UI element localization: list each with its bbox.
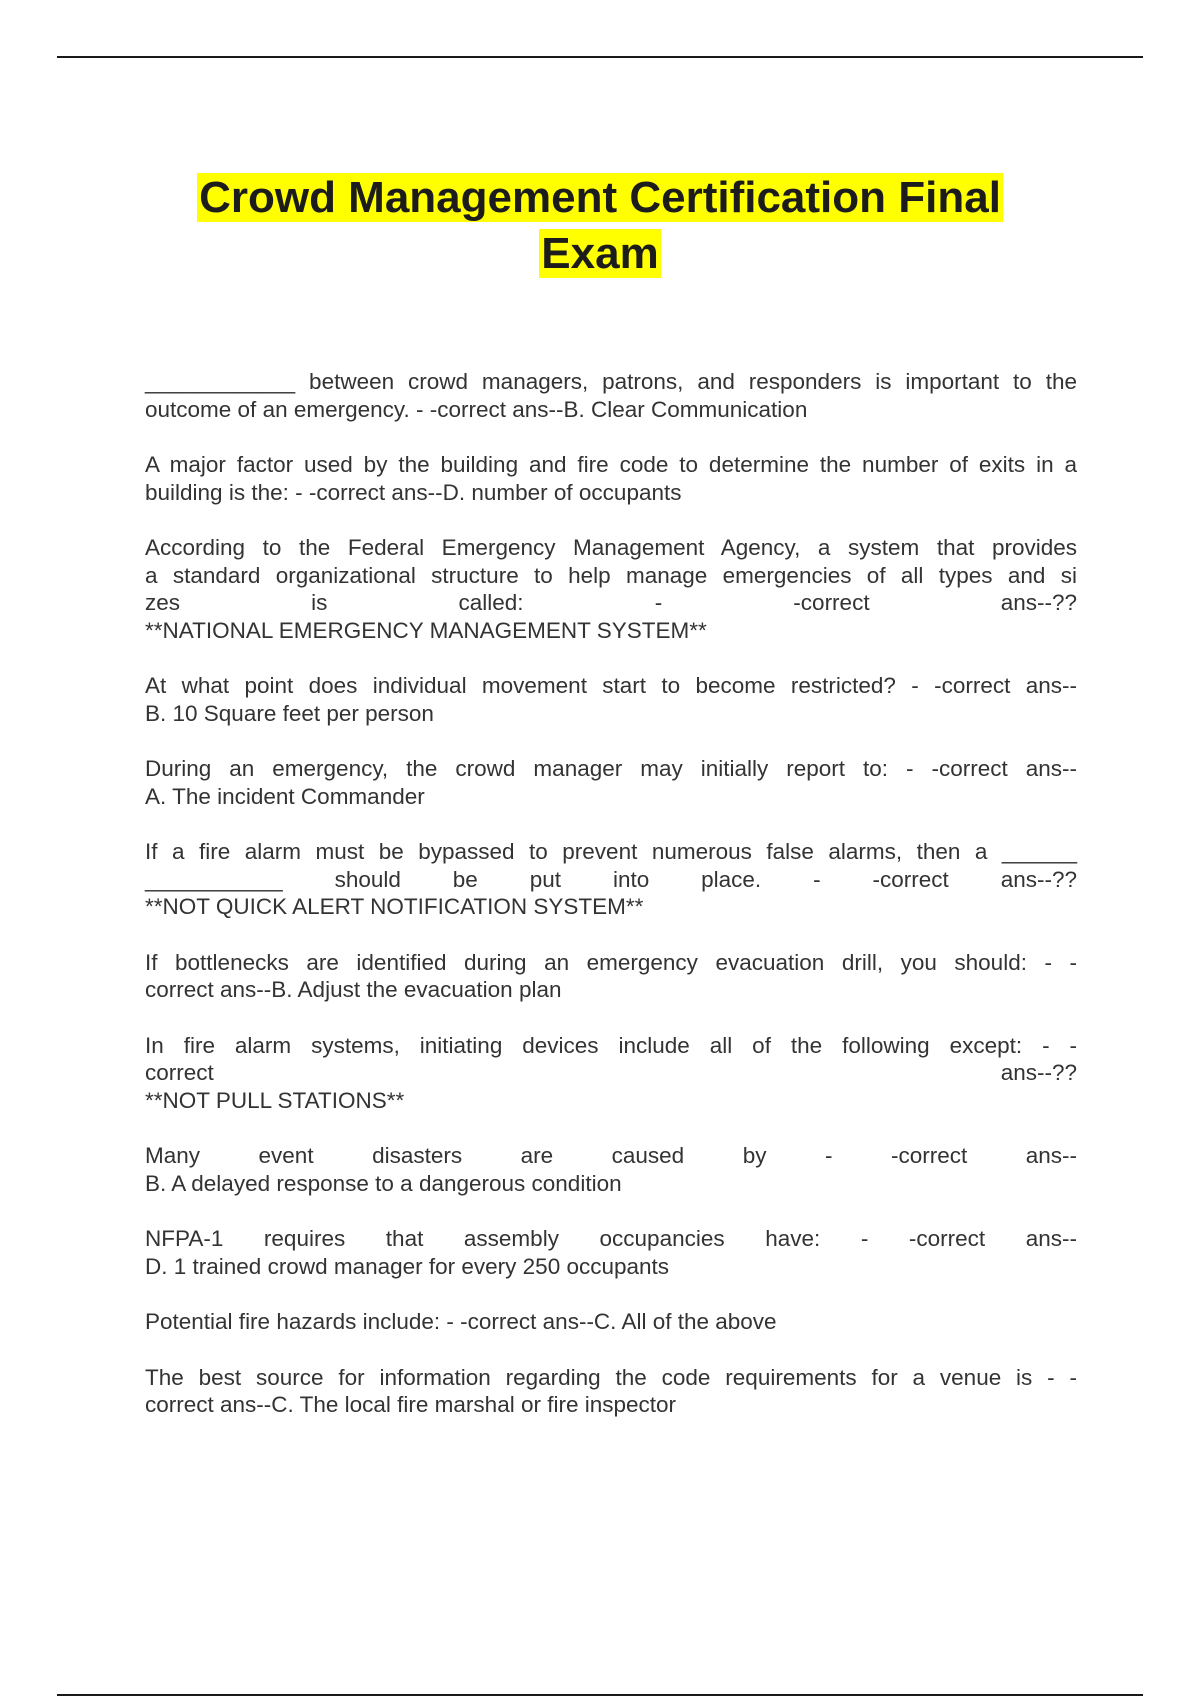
qa-line: The best source for information regarding the code requirements for a venue is - - <box>145 1364 1077 1390</box>
title-line-1: Crowd Management Certification Final <box>199 173 1001 222</box>
qa-line: Many event disasters are caused by - -correct ans-- <box>145 1143 1077 1168</box>
qa-line: If bottlenecks are identified during an emergency evacuation drill, you should: - - <box>145 949 1077 975</box>
qa-line: In fire alarm systems, initiating devices include all of the following except: - - <box>145 1032 1077 1058</box>
qa-line: B. 10 Square feet per person <box>145 700 434 726</box>
qa-item <box>145 1308 1077 1336</box>
header-rule <box>57 56 1143 58</box>
title-line-2: Exam <box>541 229 659 278</box>
footer-rule <box>57 1694 1143 1696</box>
qa-item <box>145 755 1077 810</box>
qa-item <box>145 1364 1077 1419</box>
qa-line: ___________ should be put into place. - -correct ans--?? <box>145 866 1077 892</box>
qa-line: During an emergency, the crowd manager may initially report to: - -correct ans-- <box>145 756 1077 781</box>
qa-line: **NOT PULL STATIONS** <box>145 1087 405 1113</box>
qa-line: According to the Federal Emergency Management Agency, a system that provides <box>145 535 1077 560</box>
qa-line: correct ans--C. The local fire marshal or fire inspector <box>145 1392 677 1417</box>
qa-line: At what point does individual movement start to become restricted? - -correct ans-- <box>145 673 1077 698</box>
qa-line: zes is called: - -correct ans--?? <box>145 590 1077 615</box>
qa-item <box>145 838 1077 921</box>
qa-item <box>145 949 1077 1004</box>
qa-item <box>145 368 1077 423</box>
qa-line: If a fire alarm must be bypassed to prevent numerous false alarms, then a ______ <box>145 839 1077 864</box>
qa-line: outcome of an emergency. - -correct ans--B. Clear Communication <box>145 396 808 422</box>
qa-line: B. A delayed response to a dangerous condition <box>145 1170 622 1196</box>
qa-line: A. The incident Commander <box>145 783 425 809</box>
qa-line: a standard organizational structure to help manage emergencies of all types and si <box>145 562 1077 588</box>
qa-item <box>145 451 1077 506</box>
question-answer-list <box>145 368 1077 1447</box>
qa-line: correct ans--B. Adjust the evacuation plan <box>145 977 562 1002</box>
qa-line: A major factor used by the building and fire code to determine the number of exits in a <box>145 452 1077 477</box>
qa-line: **NATIONAL EMERGENCY MANAGEMENT SYSTEM** <box>145 617 707 643</box>
qa-line: Potential fire hazards include: - -correct ans--C. All of the above <box>145 1309 777 1334</box>
qa-line: **NOT QUICK ALERT NOTIFICATION SYSTEM** <box>145 894 644 919</box>
qa-item <box>145 1142 1077 1197</box>
document-title <box>0 170 1200 282</box>
qa-item <box>145 1032 1077 1115</box>
qa-item <box>145 534 1077 644</box>
qa-line: ____________ between crowd managers, patrons, and responders is important to the <box>145 369 1077 394</box>
qa-line: building is the: - -correct ans--D. number of occupants <box>145 479 682 505</box>
qa-item <box>145 1225 1077 1280</box>
qa-item <box>145 672 1077 727</box>
qa-line: NFPA-1 requires that assembly occupancies have: - -correct ans-- <box>145 1226 1077 1251</box>
qa-line: correct ans--?? <box>145 1060 1077 1085</box>
qa-line: D. 1 trained crowd manager for every 250 occupants <box>145 1253 670 1279</box>
